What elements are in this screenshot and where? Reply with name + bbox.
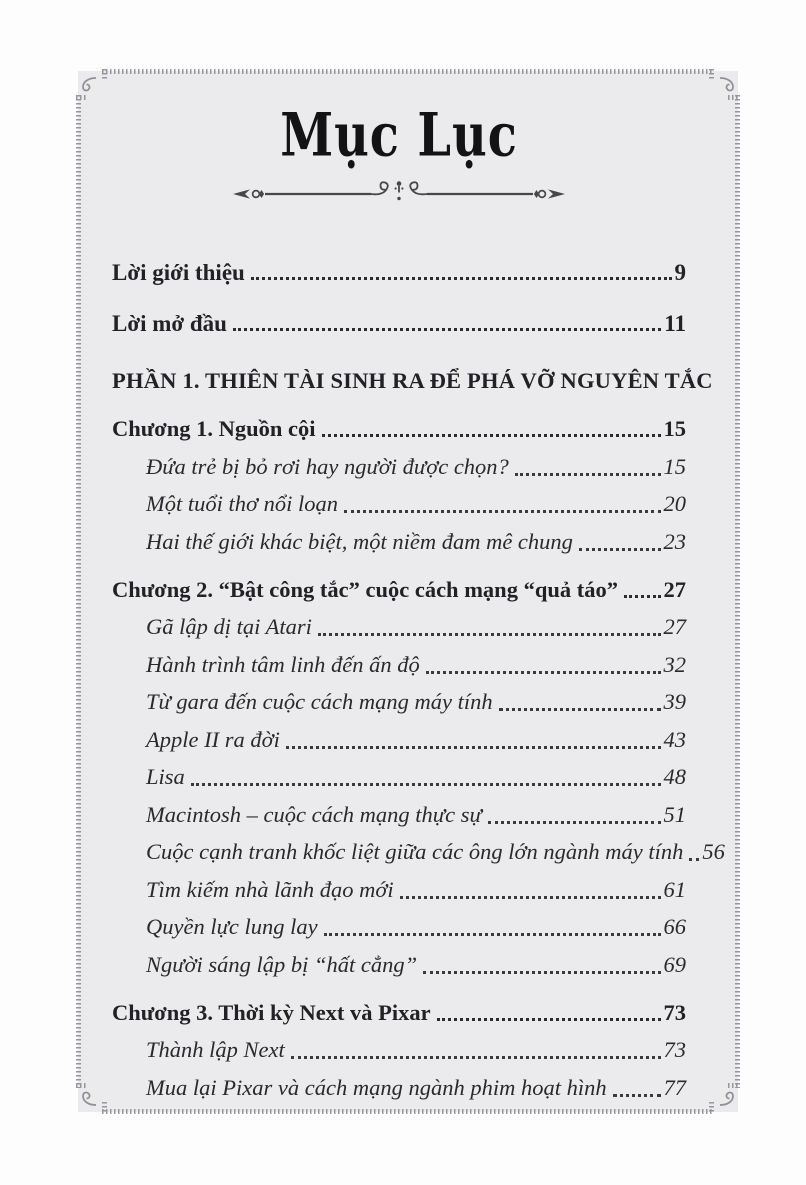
part-heading-label: PHẦN 1. THIÊN TÀI SINH RA ĐỂ PHÁ VỠ NGUYÊN TẮC (112, 368, 713, 394)
toc-entry-page: 69 (663, 951, 686, 977)
toc-entry-label: Một tuổi thơ nổi loạn (146, 491, 339, 517)
table-of-contents (112, 235, 725, 1102)
toc-entry (112, 286, 686, 337)
toc-entry (112, 641, 686, 679)
toc-entry-page: 43 (663, 726, 686, 752)
dot-leader (499, 708, 661, 711)
toc-entry-label: Đứa trẻ bị bỏ rơi hay người được chọn? (146, 453, 509, 479)
dot-leader (291, 1056, 661, 1059)
dot-leader (488, 821, 661, 824)
dot-leader (423, 971, 660, 974)
toc-entry-page: 27 (663, 576, 686, 602)
toc-entry (112, 941, 686, 979)
toc-entry-page: 61 (663, 876, 686, 902)
toc-entry-page: 11 (664, 310, 686, 336)
toc-entry (112, 235, 686, 286)
toc-entry-page: 9 (674, 259, 686, 285)
dot-leader (579, 548, 661, 551)
dot-leader (437, 1018, 661, 1021)
dot-leader (324, 933, 661, 936)
dot-leader (251, 277, 672, 280)
dot-leader (191, 783, 661, 786)
toc-entry-label: Từ gara đến cuộc cách mạng máy tính (146, 689, 493, 715)
toc-entry-page: 32 (663, 651, 686, 677)
toc-entry-page: 15 (663, 416, 686, 442)
toc-entry-label: Macintosh – cuộc cách mạng thực sự (146, 801, 482, 827)
toc-entry-label: Lời giới thiệu (112, 259, 245, 285)
dot-leader (286, 746, 661, 749)
dot-leader (515, 473, 661, 476)
dot-leader (344, 510, 660, 513)
dot-leader (426, 671, 661, 674)
toc-entry (112, 791, 686, 829)
toc-entry-page: 27 (663, 614, 686, 640)
toc-entry-label: Cuộc cạnh tranh khốc liệt giữa các ông lớn ngành máy tính (146, 839, 684, 865)
dot-leader (233, 328, 661, 331)
toc-entry-page: 39 (663, 689, 686, 715)
toc-entry (112, 679, 686, 717)
toc-entry-label: Chương 2. “Bật công tắc” cuộc cách mạng “quả táo” (112, 576, 618, 602)
dot-leader (400, 896, 661, 899)
divider-ornament-icon (231, 179, 567, 209)
dot-leader (613, 1094, 661, 1097)
toc-entry-label: Tìm kiếm nhà lãnh đạo mới (146, 876, 394, 902)
toc-entry (112, 904, 686, 942)
dot-leader (624, 595, 661, 598)
toc-entry (112, 979, 686, 1027)
toc-entry (112, 604, 686, 642)
toc-content (78, 71, 738, 1112)
toc-entry-page: 73 (663, 999, 686, 1025)
toc-entry (112, 518, 686, 556)
part-heading (112, 337, 713, 395)
toc-entry (112, 829, 725, 867)
page-title: Mục Lục (280, 99, 518, 171)
toc-entry (112, 866, 686, 904)
toc-entry (112, 1064, 686, 1102)
toc-entry (112, 716, 686, 754)
toc-entry-label: Thành lập Next (146, 1037, 285, 1063)
toc-entry-label: Apple II ra đời (146, 726, 280, 752)
toc-entry (112, 395, 686, 443)
toc-entry-page: 56 (702, 839, 725, 865)
toc-entry-label: Lời mở đầu (112, 310, 227, 336)
title-divider (112, 179, 686, 209)
toc-entry-page: 23 (663, 528, 686, 554)
toc-entry (112, 481, 686, 519)
toc-entry-page: 48 (663, 764, 686, 790)
toc-entry-label: Chương 3. Thời kỳ Next và Pixar (112, 999, 431, 1025)
toc-entry (112, 754, 686, 792)
toc-entry-page: 15 (663, 453, 686, 479)
toc-entry-label: Người sáng lập bị “hất cẳng” (146, 951, 418, 977)
dot-leader (322, 434, 661, 437)
toc-entry (112, 1027, 686, 1065)
toc-entry-label: Mua lại Pixar và cách mạng ngành phim hoạt hình (146, 1074, 607, 1100)
toc-entry-page: 66 (663, 914, 686, 940)
toc-entry-label: Lisa (146, 764, 185, 790)
toc-entry-page: 51 (663, 801, 686, 827)
toc-entry-label: Gã lập dị tại Atari (146, 614, 312, 640)
dot-leader (318, 633, 661, 636)
toc-entry (112, 443, 686, 481)
toc-entry-page: 20 (663, 491, 686, 517)
dot-leader (689, 858, 699, 861)
toc-entry-label: Quyền lực lung lay (146, 914, 318, 940)
toc-entry-label: Chương 1. Nguồn cội (112, 416, 316, 442)
toc-entry-label: Hành trình tâm linh đến ấn độ (146, 651, 420, 677)
toc-entry-page: 77 (663, 1074, 686, 1100)
toc-entry-label: Hai thế giới khác biệt, một niềm đam mê chung (146, 528, 573, 554)
toc-entry-page: 73 (663, 1037, 686, 1063)
toc-entry (112, 556, 686, 604)
